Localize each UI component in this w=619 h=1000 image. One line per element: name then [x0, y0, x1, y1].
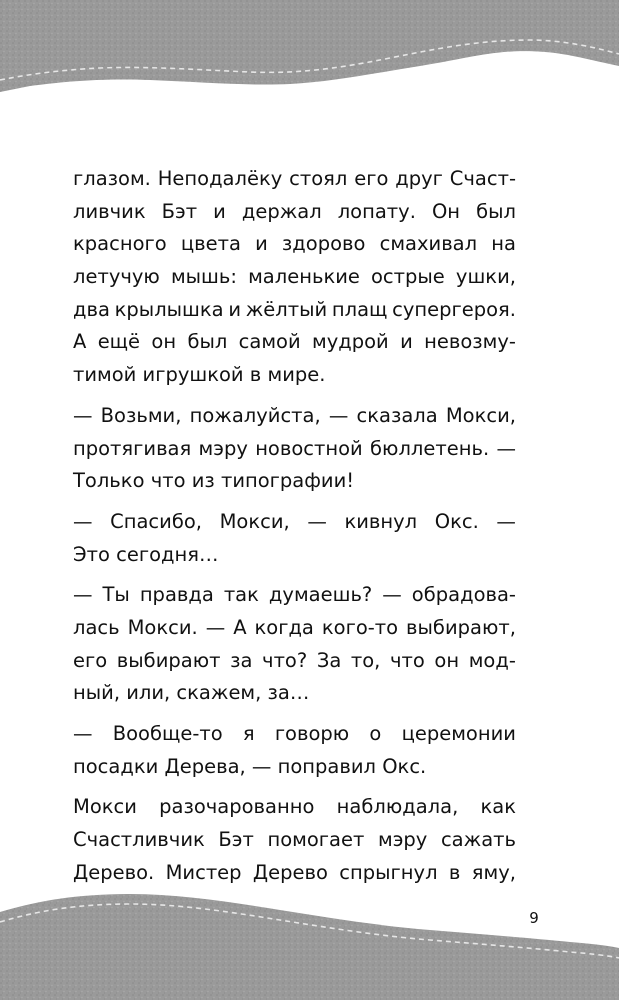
- bottom-band-graphic: [0, 880, 619, 1000]
- paragraph: [73, 579, 516, 710]
- text-line: Счастливчик Бэт помогает мэру сажать: [73, 828, 516, 852]
- text-line: два крылышка и жёлтый плащ супергероя.: [73, 297, 516, 321]
- text-line: летучую мышь: маленькие острые ушки,: [73, 265, 516, 289]
- text-line: лась Мокси. — А когда кого-то выбирают,: [73, 615, 516, 639]
- top-band-graphic: [0, 0, 619, 110]
- text-line: А ещё он был самой мудрой и невозму-: [73, 330, 516, 354]
- text-line: — Ты правда так думаешь? — обрадова-: [73, 583, 516, 607]
- text-line: — Вообще-то я говорю о церемонии: [73, 722, 516, 745]
- text-line: Только что из типографии!: [73, 469, 355, 493]
- page-number: 9: [529, 909, 539, 927]
- text-line: Дерево. Мистер Дерево спрыгнул в яму,: [73, 860, 516, 884]
- bottom-decorative-band: [0, 880, 619, 1000]
- text-line: его выбирают за что? За то, что он мод-: [73, 648, 516, 672]
- text-line: Мокси разочарованно наблюдала, как: [73, 795, 516, 819]
- text-line: ный, или, скажем, за…: [73, 681, 310, 705]
- text-line: Это сегодня…: [73, 542, 219, 566]
- text-line: ливчик Бэт и держал лопату. Он был: [73, 199, 516, 223]
- text-line: — Возьми, пожалуйста, — сказала Мокси,: [73, 403, 516, 427]
- text-line: посадки Дерева, — поправил Окс.: [73, 754, 427, 778]
- text-line: глазом. Неподалёку стоял его друг Счаст-: [73, 167, 516, 190]
- text-line: тимой игрушкой в мире.: [73, 363, 326, 387]
- text-line: — Спасибо, Мокси, — кивнул Окс. —: [73, 509, 516, 533]
- story-text: [73, 163, 516, 889]
- paragraph: [73, 400, 516, 498]
- text-line: протягивая мэру новостной бюллетень. —: [73, 436, 516, 460]
- paragraph: [73, 506, 516, 571]
- top-decorative-band: [0, 0, 619, 110]
- paragraph: [73, 791, 516, 889]
- text-line: красного цвета и здорово смахивал на: [73, 232, 516, 256]
- paragraph: [73, 718, 516, 783]
- paragraph: [73, 163, 516, 392]
